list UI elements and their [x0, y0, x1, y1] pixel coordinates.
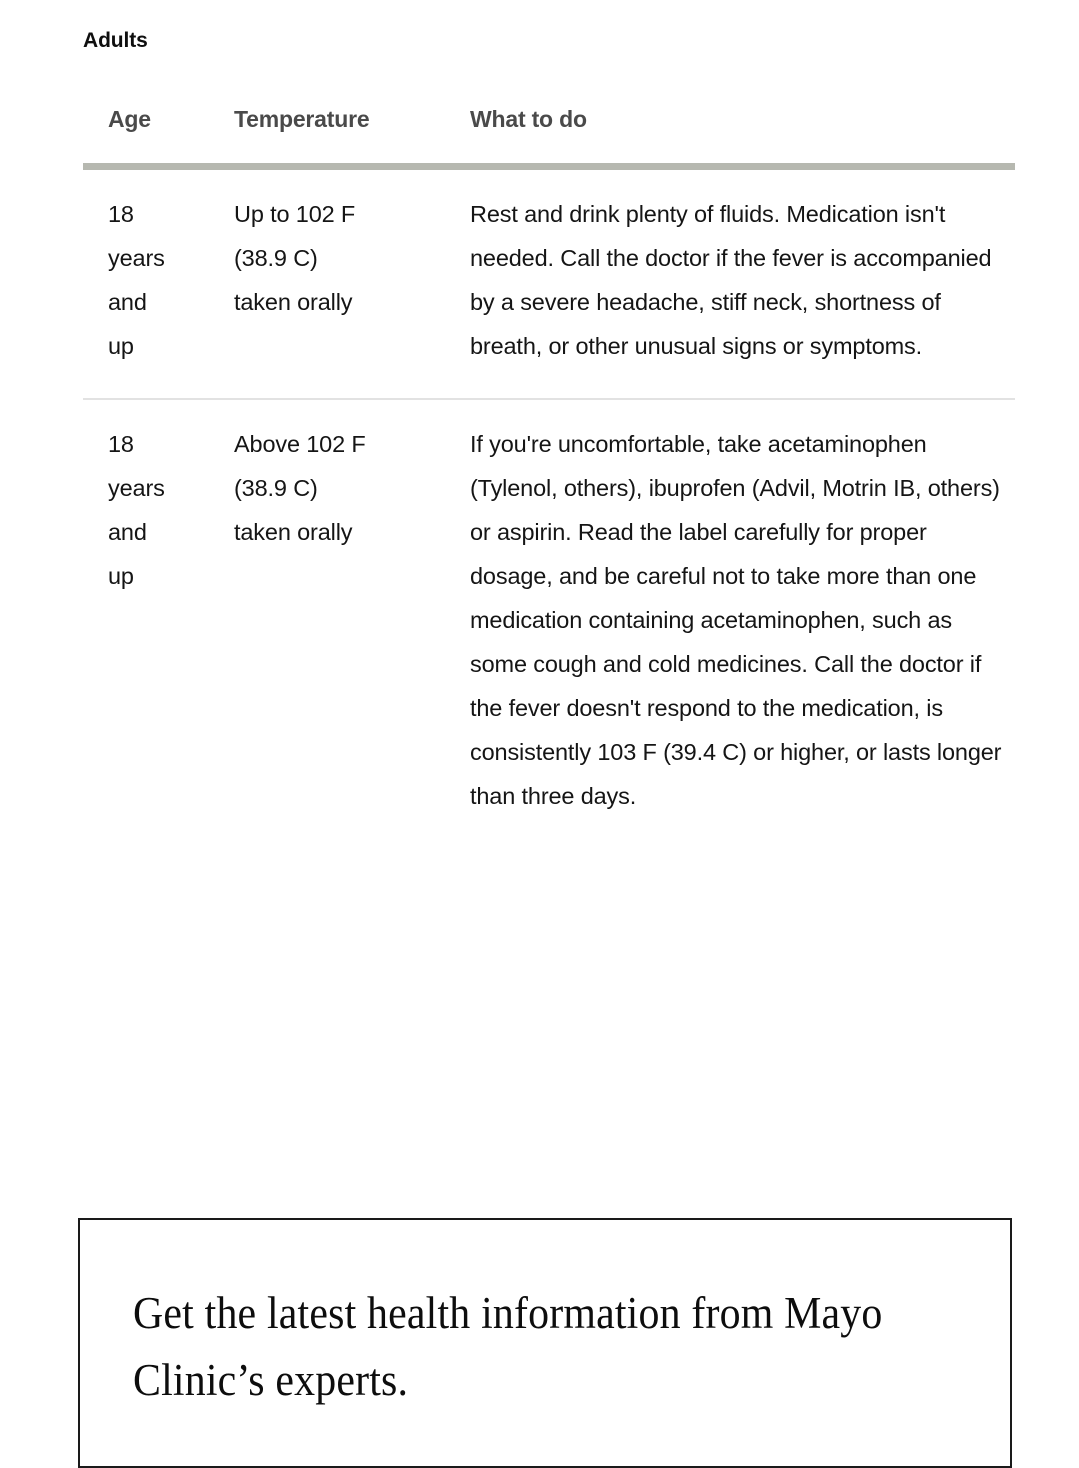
table-header-row: [83, 105, 1015, 167]
age-line: up: [108, 333, 134, 359]
newsletter-promo-box[interactable]: [78, 1218, 1012, 1468]
age-line: 18: [108, 431, 134, 457]
cell-age: [83, 167, 209, 400]
temperature-line: taken orally: [234, 519, 353, 545]
fever-care-table: [83, 105, 1015, 848]
cell-age: [83, 399, 209, 848]
column-header-temperature: Temperature: [234, 106, 370, 132]
page-title: Adults: [83, 29, 148, 52]
age-line: years: [108, 475, 165, 501]
temperature-line: Above 102 F: [234, 431, 366, 457]
age-line: 18: [108, 201, 134, 227]
temperature-line: (38.9 C): [234, 245, 318, 271]
cell-what-to-do: Rest and drink plenty of fluids. Medication isn't needed. Call the doctor if the fever is accompanied by a severe headache, stiff neck, shortness of breath, or other unusual signs or symptoms.: [470, 201, 992, 359]
column-header-what-to-do: What to do: [470, 106, 587, 132]
table-row: [83, 167, 1015, 400]
temperature-line: (38.9 C): [234, 475, 318, 501]
promo-headline: Get the latest health information from Mayo Clinic’s experts.: [133, 1288, 883, 1405]
table-header: [83, 105, 1015, 167]
cell-temperature: [209, 399, 445, 848]
cell-what-to-do: If you're uncomfortable, take acetaminophen (Tylenol, others), ibuprofen (Advil, Motrin IB, others) or aspirin. Read the label carefully for proper dosage, and be careful not to take more than one medication containing acetaminophen, such as some cough and cold medicines. Call the doctor if the fever doesn't respond to the medication, is consistently 103 F (39.4 C) or higher, or lasts longer than three days.: [470, 431, 1002, 809]
temperature-line: Up to 102 F: [234, 201, 356, 227]
cell-temperature: [209, 167, 445, 400]
age-line: and: [108, 519, 147, 545]
age-line: and: [108, 289, 147, 315]
temperature-line: taken orally: [234, 289, 353, 315]
table-row: [83, 399, 1015, 848]
age-line: years: [108, 245, 165, 271]
age-line: up: [108, 563, 134, 589]
table-body: [83, 167, 1015, 849]
column-header-age: Age: [108, 106, 151, 132]
